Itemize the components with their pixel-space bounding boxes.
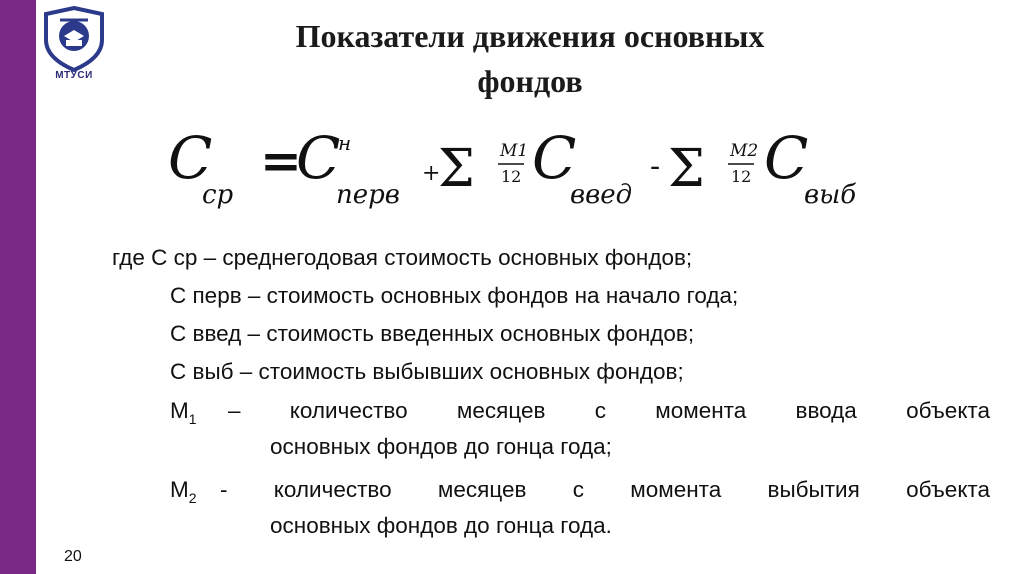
formula-frac1-den: 12 — [501, 167, 522, 186]
formula-c-initial-sub: перв — [336, 180, 400, 210]
formula-c-removed: C — [764, 124, 809, 192]
m2-subscript: 2 — [188, 490, 197, 506]
formula-sum-1: Σ — [438, 139, 475, 199]
m1-letter: М — [170, 398, 189, 423]
formula-lhs: C — [168, 124, 213, 192]
formula-frac2-num: M2 — [730, 141, 759, 161]
definition-average-cost: где С ср – среднегодовая стоимость основных фондов; — [112, 245, 693, 270]
definition-m2-symbol — [170, 472, 197, 510]
sidebar-accent-bar — [0, 0, 36, 574]
definition-m2-text: - количество месяцев с момента выбытия объекта — [220, 477, 990, 502]
formula-sum-2: Σ — [668, 139, 705, 199]
m2-letter: М — [170, 477, 189, 502]
formula-c-added: C — [532, 124, 577, 192]
formula-c-added-sub: введ — [570, 180, 633, 210]
title-line-1: Показатели движения основных — [295, 18, 765, 54]
title-line-2: фондов — [477, 63, 583, 99]
formula-minus: - — [650, 149, 661, 184]
formula-lhs-sub: ср — [202, 180, 234, 210]
definition-initial-cost: С перв – стоимость основных фондов на начало года; — [170, 283, 739, 308]
slide-title — [140, 14, 920, 104]
formula-c-removed-sub: выб — [804, 180, 857, 210]
formula-frac2-den: 12 — [731, 167, 752, 186]
formula-c-initial-sup: н — [338, 131, 352, 155]
m1-subscript: 1 — [188, 411, 197, 427]
average-cost-formula — [150, 118, 890, 218]
formula-c-initial: C — [296, 124, 341, 192]
page-number: 20 — [64, 548, 82, 565]
definition-removed-cost: С выб – стоимость выбывших основных фондов; — [170, 359, 684, 384]
formula-frac1-num: M1 — [500, 141, 529, 161]
formula-plus: + — [422, 161, 441, 186]
university-logo — [40, 6, 108, 86]
formula-equals: = — [260, 131, 302, 190]
definition-m1-symbol — [170, 393, 197, 431]
definition-m1-continuation: основных фондов до гонца года; — [270, 434, 612, 459]
definition-added-cost: С введ – стоимость введенных основных фондов; — [170, 321, 695, 346]
definition-m1-text: – количество месяцев с момента ввода объекта — [228, 398, 990, 423]
logo-text: МТУСИ — [55, 70, 93, 81]
definition-m2-continuation: основных фондов до гонца года. — [270, 513, 612, 538]
shield-icon — [40, 6, 108, 72]
